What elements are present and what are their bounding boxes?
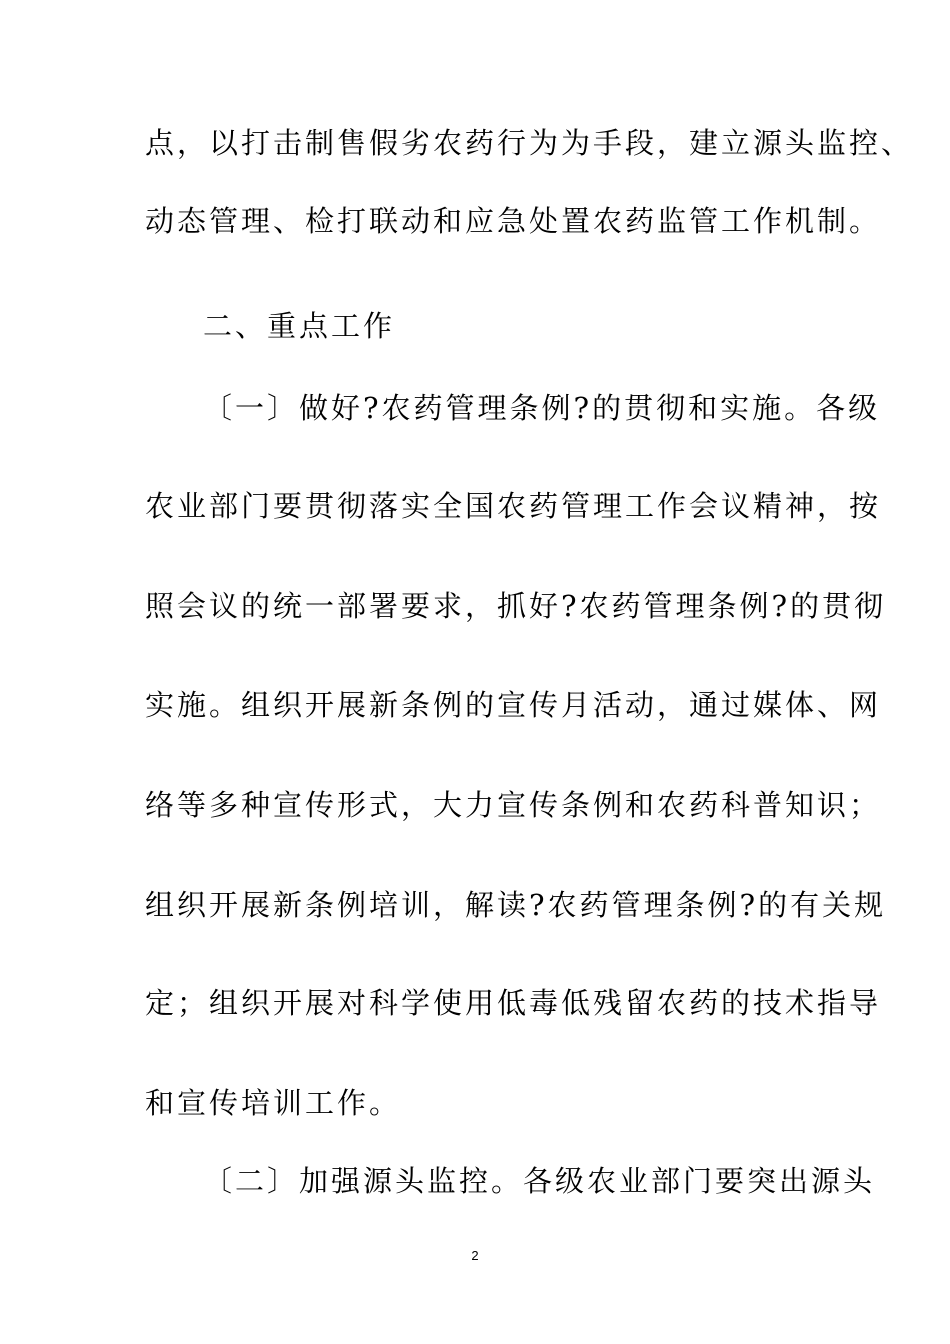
section-heading: 二、重点工作: [203, 309, 396, 343]
body-text-line-11: 和宣传培训工作。: [145, 1086, 402, 1120]
subsection-heading-1: 〔一〕做好?农药管理条例?的贯彻和实施。各级: [203, 391, 881, 425]
subsection-heading-2: 〔二〕加强源头监控。各级农业部门要突出源头: [203, 1164, 876, 1198]
body-text-line-7: 实施。组织开展新条例的宣传月活动，通过媒体、网: [145, 688, 882, 722]
body-text-line-6: 照会议的统一部署要求，抓好?农药管理条例?的贯彻: [145, 589, 887, 623]
body-text-line-1: 点，以打击制售假劣农药行为为手段，建立源头监控、: [145, 126, 914, 160]
body-text-line-8: 络等多种宣传形式，大力宣传条例和农药科普知识；: [145, 788, 882, 822]
body-text-line-2: 动态管理、检打联动和应急处置农药监管工作机制。: [145, 204, 882, 238]
body-text-line-9: 组织开展新条例培训，解读?农药管理条例?的有关规: [145, 888, 887, 922]
body-text-line-10: 定；组织开展对科学使用低毒低残留农药的技术指导: [145, 986, 882, 1020]
page-number: 2: [471, 1248, 479, 1263]
body-text-line-5: 农业部门要贯彻落实全国农药管理工作会议精神，按: [145, 489, 882, 523]
